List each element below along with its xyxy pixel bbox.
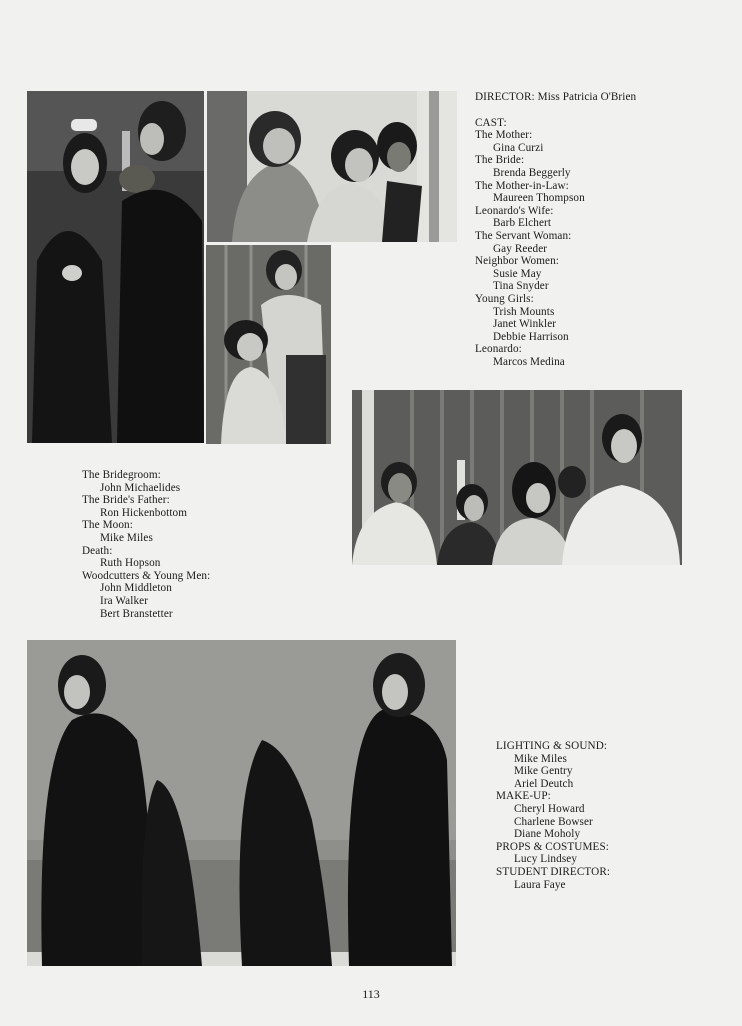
role-label: The Servant Woman:: [475, 229, 572, 242]
cast-entry-bridegroom: [82, 469, 210, 494]
actor-name: Gay Reeder: [493, 242, 548, 255]
crew-name: Diane Moholy: [514, 828, 581, 841]
role-label: Leonardo:: [475, 343, 522, 356]
cast-entry-death: [82, 545, 210, 570]
actor-name: Ron Hickenbottom: [100, 506, 188, 519]
page-number: 113: [362, 987, 380, 1001]
cast-entry-mother: [475, 129, 636, 154]
crew-name: Cheryl Howard: [514, 802, 585, 815]
role-label: The Bridegroom:: [82, 469, 161, 481]
actor-name: Maureen Thompson: [493, 192, 585, 205]
actor-name: Barb Elchert: [493, 217, 552, 230]
actor-name: John Michaelides: [100, 481, 181, 494]
actor-name: Marcos Medina: [493, 355, 565, 368]
actor-name: Susie May: [493, 267, 542, 280]
actor-name: Trish Mounts: [493, 305, 555, 318]
role-label: Young Girls:: [475, 292, 534, 305]
actor-name: Ira Walker: [100, 594, 149, 607]
cast-entry-woodcutters: [82, 570, 210, 620]
cast-heading: CAST:: [475, 116, 507, 129]
actor-name: Janet Winkler: [493, 318, 557, 331]
cast-entry-leonardos-wife: [475, 205, 636, 230]
cast-entry-mother-in-law: [475, 180, 636, 205]
crew-name: Lucy Lindsey: [514, 853, 578, 866]
photo-bride-and-mother: [27, 91, 204, 443]
photo-stage-group: [352, 390, 682, 565]
cast-entry-brides-father: [82, 494, 210, 519]
crew-name: Charlene Bowser: [514, 815, 593, 828]
photo-women-in-black: [27, 640, 456, 966]
actor-name: Tina Snyder: [493, 280, 549, 293]
crew-name: Mike Miles: [514, 752, 567, 765]
role-label: The Mother:: [475, 129, 533, 142]
crew-list: [496, 740, 610, 891]
role-label: STUDENT DIRECTOR:: [496, 865, 611, 878]
crew-entry-props-costumes: [496, 841, 610, 866]
role-label: The Moon:: [82, 519, 133, 532]
cast-list: [475, 91, 636, 368]
crew-name: Laura Faye: [514, 878, 566, 891]
cast-entry-bride: [475, 154, 636, 179]
cast-list-continued: [82, 469, 210, 620]
cast-entry-leonardo: [475, 343, 636, 368]
crew-name: Mike Gentry: [514, 765, 573, 778]
photo-three-actors: [207, 91, 457, 242]
director-line: DIRECTOR: Miss Patricia O'Brien: [475, 91, 637, 103]
role-label: Death:: [82, 544, 113, 557]
role-label: The Bride's Father:: [82, 494, 170, 507]
cast-entry-young-girls: [475, 293, 636, 343]
crew-name: Ariel Deutch: [514, 777, 574, 790]
photo-makeup-scene: [206, 245, 331, 444]
role-label: Woodcutters & Young Men:: [82, 569, 211, 582]
actor-name: Mike Miles: [100, 531, 153, 544]
cast-entry-moon: [82, 519, 210, 544]
actor-name: Brenda Beggerly: [493, 166, 571, 179]
actor-name: Ruth Hopson: [100, 557, 161, 570]
role-label: MAKE-UP:: [496, 790, 551, 803]
actor-name: John Middleton: [100, 582, 172, 595]
crew-entry-make-up: [496, 790, 610, 840]
crew-entry-student-director: [496, 866, 610, 891]
role-label: Leonardo's Wife:: [475, 204, 554, 217]
role-label: PROPS & COSTUMES:: [496, 840, 609, 853]
role-label: The Mother-in-Law:: [475, 179, 569, 192]
role-label: The Bride:: [475, 154, 525, 167]
role-label: LIGHTING & SOUND:: [496, 740, 608, 752]
crew-entry-lighting-sound: [496, 740, 610, 790]
cast-entry-servant-woman: [475, 230, 636, 255]
role-label: Neighbor Women:: [475, 255, 559, 268]
actor-name: Debbie Harrison: [493, 330, 569, 343]
actor-name: Bert Branstetter: [100, 607, 173, 620]
actor-name: Gina Curzi: [493, 141, 544, 154]
cast-entry-neighbor-women: [475, 255, 636, 293]
